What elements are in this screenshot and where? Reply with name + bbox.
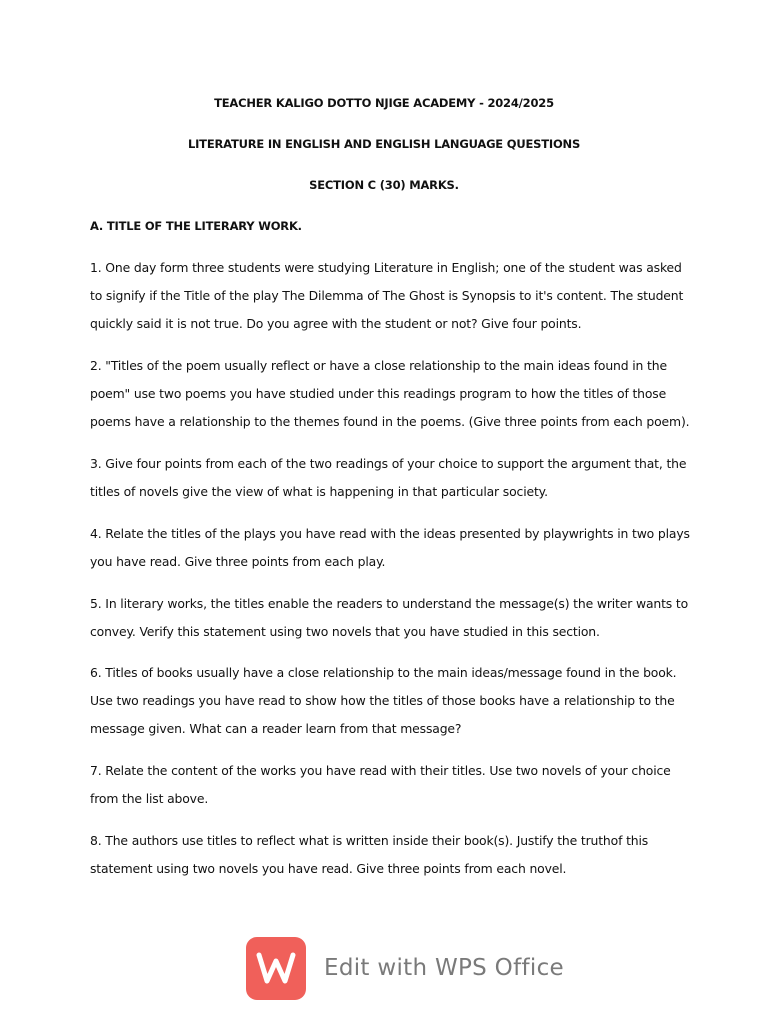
question-1: 1. One day form three students were studying Literature in English; one of the student was asked to signify if the Title of the play The Dilemma of The Ghost is Synopsis to it's content. The student quickly said it is not true. Do you agree with the student or not? Give four points. <box>90 260 684 331</box>
question-8: 8. The authors use titles to reflect what is written inside their book(s). Justify the truthof this statement using two novels you have read. Give three points from each novel. <box>90 833 649 876</box>
document-title: TEACHER KALIGO DOTTO NJIGE ACADEMY - 2024/2025 <box>214 96 554 110</box>
question-2: 2. "Titles of the poem usually reflect or have a close relationship to the main ideas found in the poem" use two poems you have studied under this readings program to how the titles of those poems have a relationship to the themes found in the poems. (Give three points from each poem). <box>90 358 690 429</box>
subsection-heading: A. TITLE OF THE LITERARY WORK. <box>90 219 302 233</box>
question-5: 5. In literary works, the titles enable the readers to understand the message(s) the writer wants to convey. Verify this statement using two novels that you have studied in this section. <box>90 596 689 639</box>
wps-w-icon <box>246 937 306 1000</box>
document-subtitle: LITERATURE IN ENGLISH AND ENGLISH LANGUAGE QUESTIONS <box>187 137 581 151</box>
section-heading: SECTION C (30) MARKS. <box>309 178 459 192</box>
wps-watermark[interactable] <box>246 936 564 1000</box>
question-3: 3. Give four points from each of the two readings of your choice to support the argument that, the titles of novels give the view of what is happening in that particular society. <box>90 456 687 499</box>
question-7: 7. Relate the content of the works you have read with their titles. Use two novels of your choice from the list above. <box>90 763 671 806</box>
question-6: 6. Titles of books usually have a close relationship to the main ideas/message found in the book. Use two readings you have read to show how the titles of those books have a relationship to the message given. What can a reader learn from that message? <box>90 665 677 736</box>
question-4: 4. Relate the titles of the plays you have read with the ideas presented by playwrights in two plays you have read. Give three points from each play. <box>90 526 690 569</box>
wps-watermark-text: Edit with WPS Office <box>324 955 564 981</box>
